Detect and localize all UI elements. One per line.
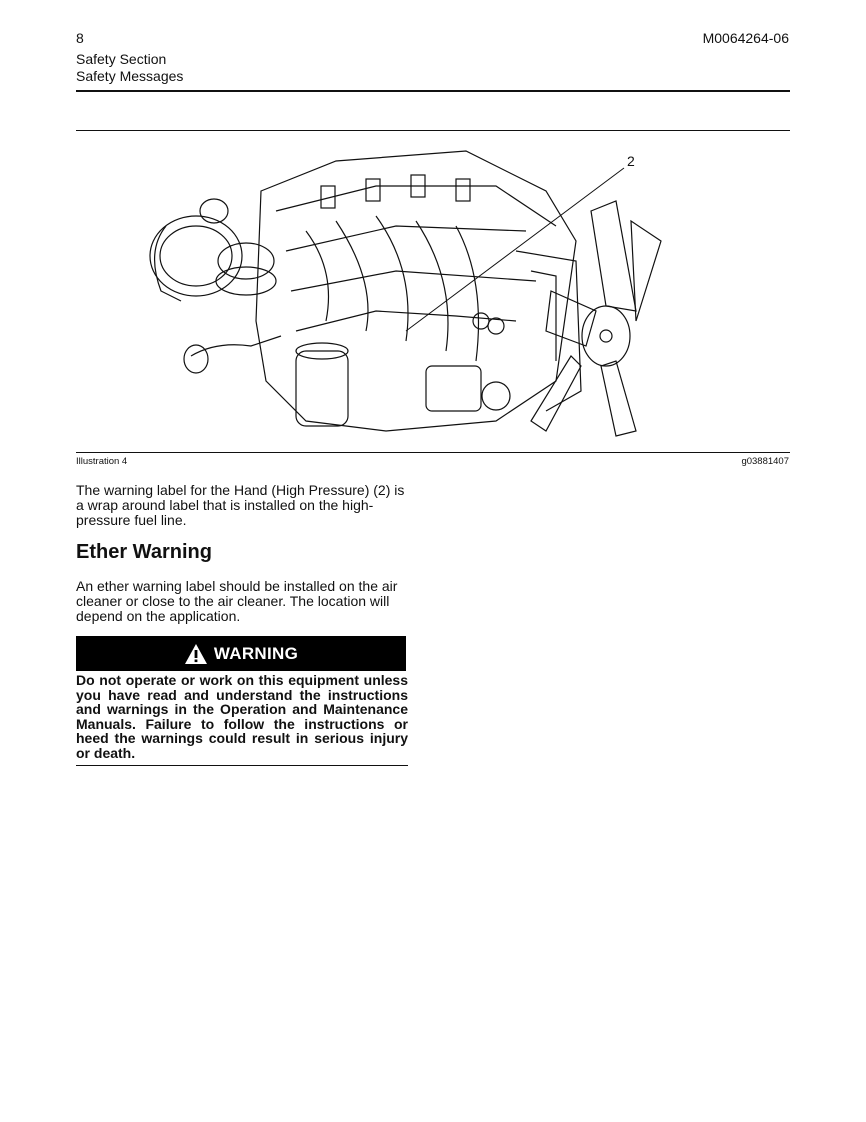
warning-banner [76, 636, 406, 671]
hand-label-paragraph: The warning label for the Hand (High Pressure) (2) is a wrap around label that is installed on the high-pressure fuel line. [76, 482, 405, 528]
page-number: 8 [76, 30, 84, 46]
ether-paragraph: An ether warning label should be installed on the air cleaner or close to the air cleaner. The location will depend on the application. [76, 578, 398, 624]
subsection-title: Safety Messages [76, 68, 184, 84]
header-rule [76, 90, 790, 92]
warning-label: WARNING [213, 643, 299, 663]
engine-illustration [76, 131, 790, 451]
warning-triangle-icon [184, 643, 208, 665]
warning-bottom-rule [76, 765, 408, 766]
section-title: Safety Section [76, 51, 167, 67]
figure-callout-2: 2 [627, 153, 635, 169]
ether-warning-heading: Ether Warning [76, 541, 212, 563]
figure-caption: Illustration 4 [76, 456, 128, 467]
warning-text: Do not operate or work on this equipment unless you have read and understand the instructions and warnings in the Operation and Maintenance Manuals. Failure to follow the instructions or heed the warnings could result in serious injury or death. [76, 672, 408, 761]
figure-id: g03881407 [741, 456, 789, 467]
document-id: M0064264-06 [702, 30, 789, 46]
figure-bottom-rule [76, 452, 790, 453]
